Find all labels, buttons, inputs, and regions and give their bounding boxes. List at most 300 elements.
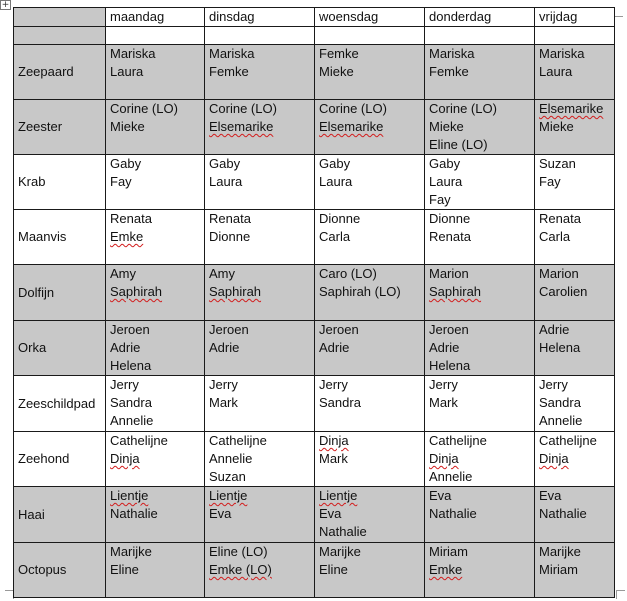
schedule-cell[interactable] [205,265,315,321]
staff-name: Annelie [209,451,253,466]
group-name-cell[interactable] [14,543,106,598]
group-name: Haai [18,506,45,522]
cell-line [429,432,530,450]
staff-name: Helena [539,340,581,355]
staff-name: Corine (LO) [319,101,387,116]
cell-line [319,376,420,394]
group-name: Maanvis [18,229,67,244]
cell-line [319,228,420,246]
cell-line [319,173,420,191]
staff-name: Carla [539,229,571,244]
staff-name: Femke [429,64,469,79]
group-name-cell[interactable] [14,265,106,321]
group-row [14,100,615,155]
schedule-cell[interactable] [106,155,205,210]
staff-name: Jerry [209,377,238,392]
cell-line [110,432,200,450]
staff-name: Adrie [429,340,460,355]
staff-name: Mariska [209,46,255,61]
staff-name: Gaby [319,156,351,171]
staff-name: Eva [209,506,232,521]
schedule-cell[interactable] [205,45,315,100]
staff-name: Mark [209,395,238,410]
staff-name: Marijke [319,544,361,559]
schedule-cell[interactable] [205,321,315,376]
staff-name: Laura [429,174,463,189]
cell-line [539,63,610,81]
cell-line [319,543,420,561]
staff-name: Emke [429,562,463,577]
staff-name: Laura [209,174,243,189]
staff-name: Mark [429,395,458,410]
cell-line [429,468,530,486]
day-header-label: dinsdag [209,9,255,24]
staff-name: Amy [110,266,136,281]
staff-name: Jerry [539,377,568,392]
staff-name: Cathelijne [209,433,267,448]
cell-line [110,394,200,412]
staff-name: Corine (LO) [110,101,178,116]
staff-name: Mieke [539,119,574,134]
cell-line [209,265,310,283]
schedule-cell[interactable] [425,210,535,265]
group-name: Zeepaard [18,64,74,79]
cell-line [209,118,310,136]
schedule-cell[interactable] [425,265,535,321]
staff-name: Mark [319,451,348,466]
staff-name: Suzan [539,156,576,171]
staff-name: Dinja [110,451,140,466]
staff-name: Saphirah [110,284,163,299]
cell-line [209,100,310,118]
schedule-cell[interactable] [535,155,615,210]
schedule-cell[interactable] [106,321,205,376]
staff-name: Lientje [110,488,149,503]
staff-name: Renata [429,229,471,244]
staff-name: Marion [429,266,469,281]
blank-cell[interactable] [535,27,615,45]
cell-line [429,210,530,228]
day-header-cell[interactable] [205,8,315,27]
cell-line [110,357,200,375]
staff-name: Saphirah (LO) [319,284,401,299]
cell-line [429,561,530,579]
cell-line [539,339,610,357]
staff-name: Femke [319,46,359,61]
group-name: Zeehond [18,451,70,466]
staff-name: Adrie [209,340,240,355]
schedule-cell[interactable] [315,155,425,210]
cell-line [539,265,610,283]
staff-name: Mariska [110,46,156,61]
cell-line [539,118,610,136]
header-blank-row [14,27,615,45]
cell-line [319,561,420,579]
schedule-cell[interactable] [425,155,535,210]
schedule-cell[interactable] [535,265,615,321]
group-row [14,321,615,376]
staff-name: Jeroen [319,322,359,337]
cell-line [209,155,310,173]
schedule-cell[interactable] [535,321,615,376]
staff-name: Femke [209,64,249,79]
cell-line [319,505,420,523]
staff-name: Jerry [319,377,348,392]
schedule-cell[interactable] [205,376,315,432]
cell-line [429,357,530,375]
staff-name: Dinja [539,451,569,466]
cell-line [319,63,420,81]
cell-line [319,394,420,412]
cell-line [539,173,610,191]
cell-line [429,100,530,118]
staff-name: Helena [110,358,152,373]
staff-name: Renata [539,211,581,226]
cell-line [429,376,530,394]
schedule-cell[interactable] [315,321,425,376]
staff-name: Laura [110,64,144,79]
staff-name: Gaby [209,156,241,171]
staff-name: Sandra [110,395,152,410]
staff-name: Marijke [110,544,152,559]
staff-name: Sandra [539,395,581,410]
staff-name: Eva [429,488,452,503]
staff-name: Elsemarike [539,101,604,116]
group-name: Orka [18,340,47,355]
cell-line [110,412,200,430]
staff-name: Mieke [110,119,145,134]
schedule-cell[interactable] [535,432,615,487]
cell-line [110,100,200,118]
cell-line [110,173,200,191]
staff-name: Miriam [539,562,578,577]
cell-line [110,339,200,357]
staff-name: Suzan [209,469,246,484]
header-row [14,8,615,27]
staff-name: Jeroen [110,322,150,337]
group-name-cell[interactable] [14,376,106,432]
cell-line [539,155,610,173]
staff-name: Cathelijne [429,433,487,448]
cell-line [429,487,530,505]
cell-line [110,210,200,228]
group-name-cell[interactable] [14,155,106,210]
schedule-cell[interactable] [535,543,615,598]
cell-line [319,100,420,118]
staff-name: Carolien [539,284,588,299]
staff-name: Sandra [319,395,361,410]
staff-name: Mieke [429,119,464,134]
cell-line [209,321,310,339]
day-header-label: maandag [110,9,165,24]
cell-line [319,450,420,468]
cell-line [539,487,610,505]
staff-name: Jeroen [209,322,249,337]
staff-name: Emke (LO) [209,562,272,577]
schedule-cell[interactable] [205,100,315,155]
staff-name: Eva [319,506,342,521]
group-row [14,487,615,543]
schedule-cell[interactable] [315,487,425,543]
cell-line [110,487,200,505]
cell-line [110,63,200,81]
margin-corner-mark [614,8,623,17]
cell-line [209,543,310,561]
schedule-cell[interactable] [535,100,615,155]
day-header-label: woensdag [319,9,379,24]
group-name-cell[interactable] [14,432,106,487]
staff-name: Dionne [319,211,361,226]
schedule-cell[interactable] [535,376,615,432]
group-name: Krab [18,174,46,189]
group-name-cell[interactable] [14,321,106,376]
staff-name: Annelie [110,413,154,428]
group-name-cell[interactable] [14,487,106,543]
cell-line [319,523,420,541]
schedule-cell[interactable] [425,376,535,432]
schedule-cell[interactable] [535,45,615,100]
cell-line [319,155,420,173]
group-row [14,432,615,487]
cell-line [539,432,610,450]
schedule-cell[interactable] [315,376,425,432]
day-header-cell[interactable] [315,8,425,27]
cell-line [429,45,530,63]
cell-line [539,321,610,339]
group-row [14,155,615,210]
cell-line [539,283,610,301]
staff-name: Saphirah [209,284,262,299]
cell-line [539,210,610,228]
cell-line [209,505,310,523]
cell-line [209,487,310,505]
staff-name: Dionne [429,211,471,226]
cell-line [209,228,310,246]
schedule-cell[interactable] [106,265,205,321]
blank-cell[interactable] [315,27,425,45]
cell-line [319,210,420,228]
blank-cell[interactable] [106,27,205,45]
cell-line [209,432,310,450]
schedule-cell[interactable] [425,321,535,376]
group-row [14,376,615,432]
schedule-cell[interactable] [315,265,425,321]
cell-line [110,543,200,561]
staff-name: Amy [209,266,235,281]
staff-name: Eline (LO) [209,544,268,559]
staff-name: Eline [110,562,139,577]
cell-line [209,376,310,394]
staff-name: Corine (LO) [429,101,497,116]
staff-name: Nathalie [110,506,158,521]
schedule-cell[interactable] [315,210,425,265]
staff-name: Saphirah [429,284,482,299]
cell-line [319,321,420,339]
group-name: Zeester [18,119,63,134]
cell-line [539,543,610,561]
schedule-table [13,7,615,598]
group-row [14,210,615,265]
staff-name: Dinja [429,451,459,466]
cell-line [429,505,530,523]
day-header-cell[interactable] [535,8,615,27]
group-name-cell[interactable] [14,100,106,155]
cell-line [429,283,530,301]
staff-name: Marion [539,266,579,281]
group-name: Zeeschildpad [18,395,96,411]
cell-line [429,173,530,191]
day-header-cell[interactable] [425,8,535,27]
table-move-handle-icon[interactable]: + [1,0,10,10]
cell-line [429,339,530,357]
cell-line [429,543,530,561]
staff-name: Fay [539,174,561,189]
cell-line [110,155,200,173]
cell-line [319,118,420,136]
cell-line [429,450,530,468]
day-header-cell[interactable] [106,8,205,27]
day-header-label: donderdag [429,9,492,24]
staff-name: Fay [110,174,132,189]
schedule-cell[interactable] [205,155,315,210]
schedule-cell[interactable] [106,100,205,155]
staff-name: Jerry [429,377,458,392]
staff-name: Laura [539,64,573,79]
schedule-cell[interactable] [106,543,205,598]
cell-line [110,45,200,63]
staff-name: Renata [110,211,152,226]
schedule-cell[interactable] [106,45,205,100]
schedule-cell[interactable] [425,432,535,487]
schedule-cell[interactable] [106,210,205,265]
schedule-cell[interactable] [425,100,535,155]
cell-line [209,468,310,486]
staff-name: Jeroen [429,322,469,337]
staff-name: Annelie [429,469,473,484]
staff-name: Eline [319,562,348,577]
schedule-cell[interactable] [205,487,315,543]
cell-line [110,265,200,283]
margin-corner-mark [616,590,625,599]
staff-name: Gaby [429,156,461,171]
staff-name: Corine (LO) [209,101,277,116]
staff-name: Laura [319,174,353,189]
day-header-label: vrijdag [539,9,578,24]
schedule-cell[interactable] [315,432,425,487]
cell-line [110,283,200,301]
cell-line [319,339,420,357]
group-row [14,265,615,321]
staff-name: Annelie [539,413,583,428]
cell-line [539,228,610,246]
schedule-cell[interactable] [205,210,315,265]
cell-line [539,45,610,63]
schedule-cell[interactable] [106,376,205,432]
cell-line [429,228,530,246]
staff-name: Nathalie [539,506,587,521]
schedule-cell[interactable] [535,487,615,543]
group-name-cell[interactable] [14,210,106,265]
cell-line [429,63,530,81]
schedule-cell[interactable] [315,100,425,155]
staff-name: Eva [539,488,562,503]
blank-cell[interactable] [425,27,535,45]
cell-line [429,191,530,209]
schedule-cell[interactable] [205,432,315,487]
staff-name: Cathelijne [539,433,597,448]
staff-name: Gaby [110,156,142,171]
group-row [14,543,615,598]
cell-line [209,450,310,468]
schedule-cell[interactable] [205,543,315,598]
group-name-cell[interactable] [14,45,106,100]
schedule-cell[interactable] [535,210,615,265]
cell-line [209,45,310,63]
staff-name: Elsemarike [209,119,274,134]
schedule-cell[interactable] [106,487,205,543]
cell-line [110,450,200,468]
cell-line [319,45,420,63]
staff-name: Caro (LO) [319,266,377,281]
staff-name: Adrie [110,340,141,355]
staff-name: Fay [429,192,451,207]
staff-name: Elsemarike [319,119,384,134]
group-row [14,45,615,100]
schedule-cell[interactable] [425,45,535,100]
cell-line [319,283,420,301]
cell-line [110,561,200,579]
cell-line [110,321,200,339]
header-corner-cell [14,8,106,27]
schedule-cell[interactable] [315,543,425,598]
cell-line [429,321,530,339]
cell-line [539,100,610,118]
staff-name: Emke [110,229,144,244]
staff-name: Marijke [539,544,581,559]
cell-line [209,63,310,81]
cell-line [209,339,310,357]
cell-line [209,210,310,228]
cell-line [209,173,310,191]
cell-line [539,394,610,412]
schedule-cell[interactable] [106,432,205,487]
staff-name: Nathalie [429,506,477,521]
blank-cell[interactable] [205,27,315,45]
schedule-cell[interactable] [425,543,535,598]
cell-line [429,136,530,154]
cell-line [319,432,420,450]
staff-name: Helena [429,358,471,373]
staff-name: Eline (LO) [429,137,488,152]
staff-name: Jerry [110,377,139,392]
staff-name: Mariska [429,46,475,61]
staff-name: Renata [209,211,251,226]
cell-line [110,376,200,394]
blank-cell [14,27,106,45]
schedule-cell[interactable] [425,487,535,543]
staff-name: Dionne [209,229,251,244]
staff-name: Nathalie [319,524,367,539]
staff-name: Dinja [319,433,349,448]
cell-line [110,118,200,136]
staff-name: Lientje [209,488,248,503]
schedule-cell[interactable] [315,45,425,100]
cell-line [209,561,310,579]
cell-line [110,228,200,246]
cell-line [319,265,420,283]
staff-name: Adrie [319,340,350,355]
cell-line [539,561,610,579]
